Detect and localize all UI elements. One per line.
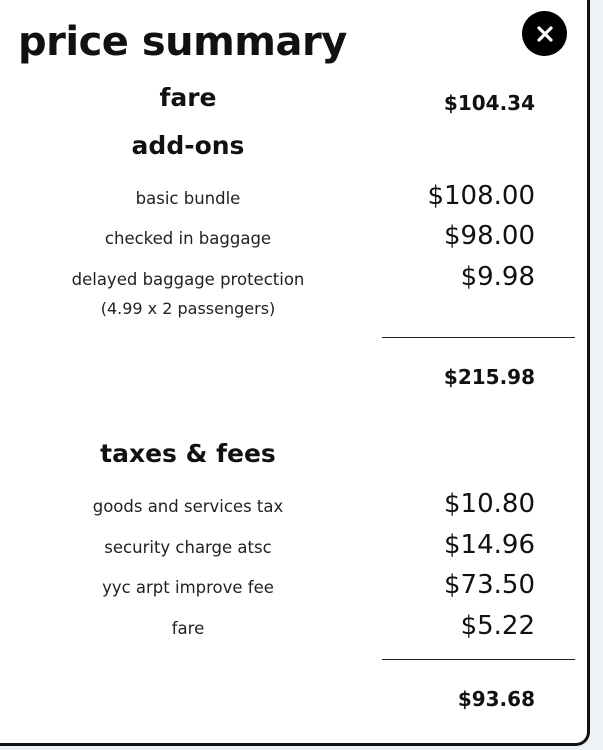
fare-heading: fare — [159, 83, 217, 112]
tax-gst-amount: $10.80 — [444, 489, 535, 519]
addon-checked-baggage-amount: $98.00 — [444, 221, 535, 251]
addon-delayed-baggage-sublabel: (4.99 x 2 passengers) — [100, 299, 276, 318]
addon-basic-bundle-amount: $108.00 — [427, 181, 535, 211]
tax-airport-fee-label: yyc arpt improve fee — [102, 578, 274, 597]
tax-fare-label: fare — [171, 619, 205, 638]
tax-airport-fee-amount: $73.50 — [444, 570, 535, 600]
taxes-total: $93.68 — [457, 687, 535, 711]
tax-fare-amount: $5.22 — [460, 611, 535, 641]
addon-checked-baggage-label: checked in baggage — [104, 229, 272, 248]
addon-basic-bundle-label: basic bundle — [135, 189, 241, 208]
tax-security-label: security charge atsc — [104, 538, 272, 557]
dialog-title: price summary — [18, 19, 347, 65]
close-button[interactable] — [522, 11, 567, 56]
fare-amount: $104.34 — [443, 91, 535, 115]
addon-delayed-baggage-amount: $9.98 — [460, 262, 535, 292]
addon-delayed-baggage-label: delayed baggage protection — [71, 270, 305, 289]
tax-gst-label: goods and services tax — [92, 497, 284, 516]
addons-total: $215.98 — [443, 365, 535, 389]
tax-security-amount: $14.96 — [444, 530, 535, 560]
addons-divider — [382, 337, 575, 338]
taxes-heading: taxes & fees — [100, 439, 276, 468]
close-icon — [536, 25, 554, 43]
taxes-divider — [382, 659, 575, 660]
addons-heading: add-ons — [131, 131, 245, 160]
